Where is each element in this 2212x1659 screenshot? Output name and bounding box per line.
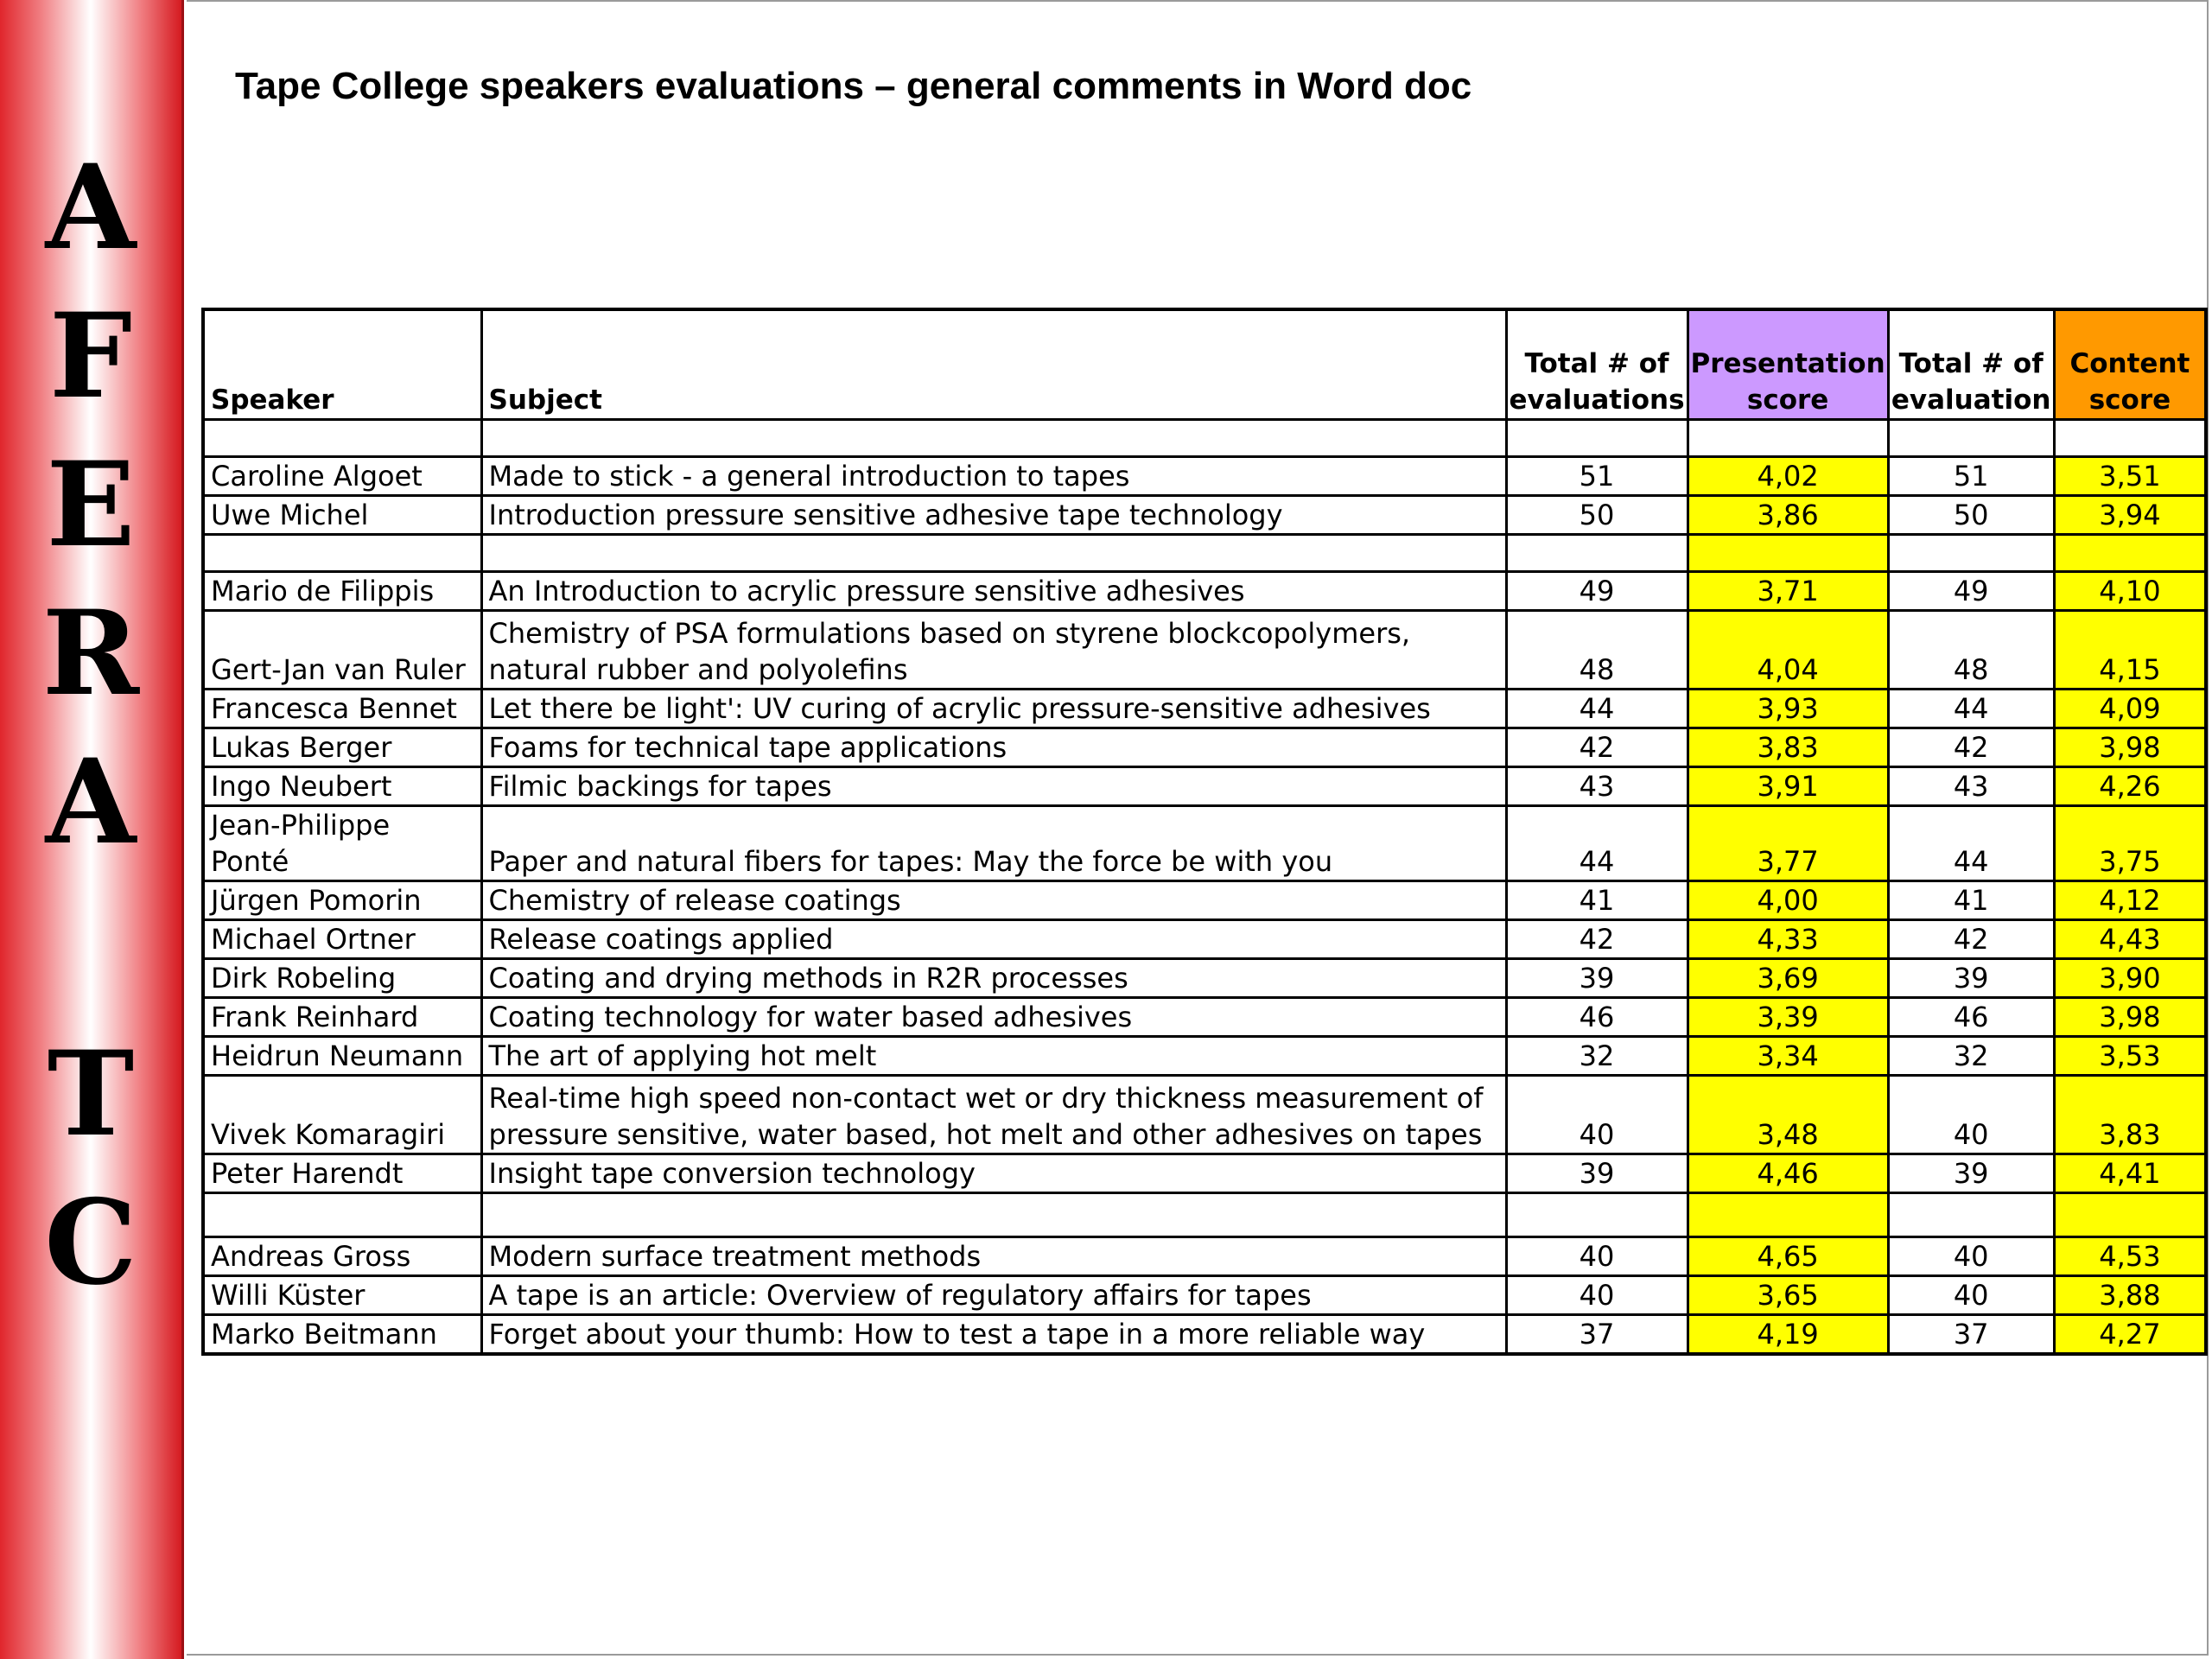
content-score-cell: 3,83 <box>2054 1076 2206 1154</box>
presentation-score-cell: 3,77 <box>1688 806 1888 881</box>
table-row <box>203 998 2206 1037</box>
table-row <box>203 767 2206 806</box>
content-score-cell: 4,09 <box>2054 690 2206 728</box>
table-header-row <box>203 309 2206 420</box>
presentation-score-cell: 3,71 <box>1688 572 1888 611</box>
subject-cell: Paper and natural fibers for tapes: May the force be with you <box>481 806 1506 881</box>
total-evaluations-cell: 42 <box>1888 920 2054 959</box>
subject-cell: A tape is an article: Overview of regulatory affairs for tapes <box>481 1276 1506 1315</box>
total-evaluations-cell: 48 <box>1506 611 1688 690</box>
header-content-score: Content score <box>2054 309 2206 420</box>
table-row <box>203 1193 2206 1237</box>
content-score-cell: 4,53 <box>2054 1237 2206 1276</box>
presentation-score-cell: 3,48 <box>1688 1076 1888 1154</box>
total-evaluations-cell <box>1506 420 1688 457</box>
total-evaluations-cell: 43 <box>1506 767 1688 806</box>
total-evaluations-cell: 51 <box>1888 457 2054 496</box>
total-evaluations-cell: 48 <box>1888 611 2054 690</box>
total-evaluations-cell: 40 <box>1506 1237 1688 1276</box>
content-score-cell: 3,94 <box>2054 496 2206 535</box>
total-evaluations-cell: 37 <box>1888 1315 2054 1355</box>
subject-cell: Forget about your thumb: How to test a tape in a more reliable way <box>481 1315 1506 1355</box>
total-evaluations-cell: 40 <box>1506 1076 1688 1154</box>
total-evaluations-cell <box>1888 420 2054 457</box>
subject-cell <box>481 420 1506 457</box>
total-evaluations-cell: 41 <box>1506 881 1688 920</box>
subject-cell: Insight tape conversion technology <box>481 1154 1506 1193</box>
content-score-cell: 4,43 <box>2054 920 2206 959</box>
table-row <box>203 1315 2206 1355</box>
table-row <box>203 535 2206 572</box>
subject-cell <box>481 535 1506 572</box>
presentation-score-cell: 4,19 <box>1688 1315 1888 1355</box>
total-evaluations-cell: 32 <box>1506 1037 1688 1076</box>
presentation-score-cell: 3,83 <box>1688 728 1888 767</box>
sidebar-letter: A <box>45 733 137 870</box>
subject-cell: Coating technology for water based adhesives <box>481 998 1506 1037</box>
presentation-score-cell: 4,33 <box>1688 920 1888 959</box>
presentation-score-cell: 4,46 <box>1688 1154 1888 1193</box>
table-row <box>203 1276 2206 1315</box>
content-score-cell: 3,88 <box>2054 1276 2206 1315</box>
speaker-cell: Lukas Berger <box>203 728 481 767</box>
subject-cell <box>481 1193 1506 1237</box>
speaker-cell: Ingo Neubert <box>203 767 481 806</box>
content-score-cell: 3,90 <box>2054 959 2206 998</box>
table-row <box>203 1076 2206 1154</box>
subject-cell: Release coatings applied <box>481 920 1506 959</box>
speaker-cell: Francesca Bennet <box>203 690 481 728</box>
content-score-cell: 4,10 <box>2054 572 2206 611</box>
header-total-evaluations-presentation: Total # of evaluations <box>1506 309 1688 420</box>
subject-cell: Chemistry of PSA formulations based on styrene blockcopolymers, natural rubber and polyolefins <box>481 611 1506 690</box>
total-evaluations-cell: 46 <box>1888 998 2054 1037</box>
speaker-cell: Uwe Michel <box>203 496 481 535</box>
total-evaluations-cell <box>1506 1193 1688 1237</box>
content-score-cell: 3,51 <box>2054 457 2206 496</box>
table-row <box>203 1037 2206 1076</box>
speaker-cell: Caroline Algoet <box>203 457 481 496</box>
table-row <box>203 959 2206 998</box>
subject-cell: Chemistry of release coatings <box>481 881 1506 920</box>
table-row <box>203 457 2206 496</box>
subject-cell: Coating and drying methods in R2R processes <box>481 959 1506 998</box>
presentation-score-cell: 3,65 <box>1688 1276 1888 1315</box>
content-score-cell <box>2054 1193 2206 1237</box>
presentation-score-cell: 4,65 <box>1688 1237 1888 1276</box>
page-title: Tape College speakers evaluations – general comments in Word doc <box>235 65 1472 107</box>
table-row <box>203 806 2206 881</box>
content-score-cell: 3,75 <box>2054 806 2206 881</box>
total-evaluations-cell: 39 <box>1888 959 2054 998</box>
speaker-cell: Dirk Robeling <box>203 959 481 998</box>
total-evaluations-cell: 42 <box>1506 728 1688 767</box>
speaker-cell <box>203 535 481 572</box>
presentation-score-cell <box>1688 1193 1888 1237</box>
total-evaluations-cell <box>1888 1193 2054 1237</box>
subject-cell: Introduction pressure sensitive adhesive tape technology <box>481 496 1506 535</box>
header-subject: Subject <box>481 309 1506 420</box>
total-evaluations-cell: 44 <box>1888 806 2054 881</box>
table-row <box>203 572 2206 611</box>
table-row <box>203 420 2206 457</box>
speaker-cell: Marko Beitmann <box>203 1315 481 1355</box>
presentation-score-cell: 3,86 <box>1688 496 1888 535</box>
total-evaluations-cell: 51 <box>1506 457 1688 496</box>
sidebar-letter: C <box>44 1173 137 1311</box>
content-score-cell: 4,41 <box>2054 1154 2206 1193</box>
presentation-score-cell: 3,69 <box>1688 959 1888 998</box>
table-row <box>203 1237 2206 1276</box>
total-evaluations-cell: 40 <box>1888 1076 2054 1154</box>
subject-cell: An Introduction to acrylic pressure sensitive adhesives <box>481 572 1506 611</box>
presentation-score-cell: 4,04 <box>1688 611 1888 690</box>
sidebar-letter: A <box>45 138 137 276</box>
total-evaluations-cell: 46 <box>1506 998 1688 1037</box>
total-evaluations-cell: 39 <box>1506 959 1688 998</box>
presentation-score-cell: 3,93 <box>1688 690 1888 728</box>
presentation-score-cell <box>1688 535 1888 572</box>
speaker-cell <box>203 420 481 457</box>
total-evaluations-cell: 40 <box>1888 1237 2054 1276</box>
subject-cell: Let there be light': UV curing of acrylic pressure-sensitive adhesives <box>481 690 1506 728</box>
sidebar-letter: E <box>46 435 136 573</box>
subject-cell: Modern surface treatment methods <box>481 1237 1506 1276</box>
content-score-cell: 4,26 <box>2054 767 2206 806</box>
speaker-cell: Andreas Gross <box>203 1237 481 1276</box>
table-row <box>203 920 2206 959</box>
presentation-score-cell: 4,00 <box>1688 881 1888 920</box>
sidebar-letter: F <box>49 287 132 424</box>
content-score-cell: 4,27 <box>2054 1315 2206 1355</box>
table-row <box>203 881 2206 920</box>
header-total-evaluations-content: Total # of evaluation <box>1888 309 2054 420</box>
total-evaluations-cell: 44 <box>1888 690 2054 728</box>
speaker-cell: Jürgen Pomorin <box>203 881 481 920</box>
evaluations-table <box>201 308 2208 1356</box>
total-evaluations-cell <box>1506 535 1688 572</box>
speaker-cell: Jean-Philippe Ponté <box>203 806 481 881</box>
total-evaluations-cell: 41 <box>1888 881 2054 920</box>
total-evaluations-cell: 40 <box>1506 1276 1688 1315</box>
presentation-score-cell: 4,02 <box>1688 457 1888 496</box>
total-evaluations-cell: 49 <box>1888 572 2054 611</box>
subject-cell: Real-time high speed non-contact wet or dry thickness measurement of pressure sensitive, water based, hot melt and other adhesives on tapes <box>481 1076 1506 1154</box>
subject-cell: Filmic backings for tapes <box>481 767 1506 806</box>
presentation-score-cell: 3,91 <box>1688 767 1888 806</box>
content-score-cell: 3,98 <box>2054 728 2206 767</box>
total-evaluations-cell: 44 <box>1506 806 1688 881</box>
afera-sidebar <box>0 0 184 1659</box>
speaker-cell: Frank Reinhard <box>203 998 481 1037</box>
presentation-score-cell: 3,34 <box>1688 1037 1888 1076</box>
content-score-cell: 3,53 <box>2054 1037 2206 1076</box>
total-evaluations-cell: 32 <box>1888 1037 2054 1076</box>
total-evaluations-cell: 44 <box>1506 690 1688 728</box>
table-row <box>203 496 2206 535</box>
speaker-cell: Mario de Filippis <box>203 572 481 611</box>
total-evaluations-cell: 39 <box>1888 1154 2054 1193</box>
speaker-cell: Peter Harendt <box>203 1154 481 1193</box>
table-row <box>203 1154 2206 1193</box>
table-row <box>203 728 2206 767</box>
total-evaluations-cell: 43 <box>1888 767 2054 806</box>
sidebar-letter: R <box>41 584 140 721</box>
total-evaluations-cell: 39 <box>1506 1154 1688 1193</box>
sidebar-letter: T <box>47 1025 135 1162</box>
total-evaluations-cell: 49 <box>1506 572 1688 611</box>
speaker-cell: Gert-Jan van Ruler <box>203 611 481 690</box>
presentation-score-cell <box>1688 420 1888 457</box>
total-evaluations-cell: 42 <box>1888 728 2054 767</box>
speaker-cell: Heidrun Neumann <box>203 1037 481 1076</box>
speaker-cell: Vivek Komaragiri <box>203 1076 481 1154</box>
total-evaluations-cell: 37 <box>1506 1315 1688 1355</box>
content-score-cell: 3,98 <box>2054 998 2206 1037</box>
table-body <box>203 420 2206 1355</box>
total-evaluations-cell: 50 <box>1888 496 2054 535</box>
content-score-cell: 4,15 <box>2054 611 2206 690</box>
content-score-cell: 4,12 <box>2054 881 2206 920</box>
total-evaluations-cell <box>1888 535 2054 572</box>
table-row <box>203 690 2206 728</box>
speaker-cell: Willi Küster <box>203 1276 481 1315</box>
speaker-cell: Michael Ortner <box>203 920 481 959</box>
total-evaluations-cell: 50 <box>1506 496 1688 535</box>
speaker-cell <box>203 1193 481 1237</box>
presentation-score-cell: 3,39 <box>1688 998 1888 1037</box>
subject-cell: Made to stick - a general introduction to tapes <box>481 457 1506 496</box>
header-speaker: Speaker <box>203 309 481 420</box>
table-row <box>203 611 2206 690</box>
header-presentation-score: Presentation score <box>1688 309 1888 420</box>
content-score-cell <box>2054 535 2206 572</box>
content-score-cell <box>2054 420 2206 457</box>
total-evaluations-cell: 42 <box>1506 920 1688 959</box>
total-evaluations-cell: 40 <box>1888 1276 2054 1315</box>
subject-cell: Foams for technical tape applications <box>481 728 1506 767</box>
subject-cell: The art of applying hot melt <box>481 1037 1506 1076</box>
